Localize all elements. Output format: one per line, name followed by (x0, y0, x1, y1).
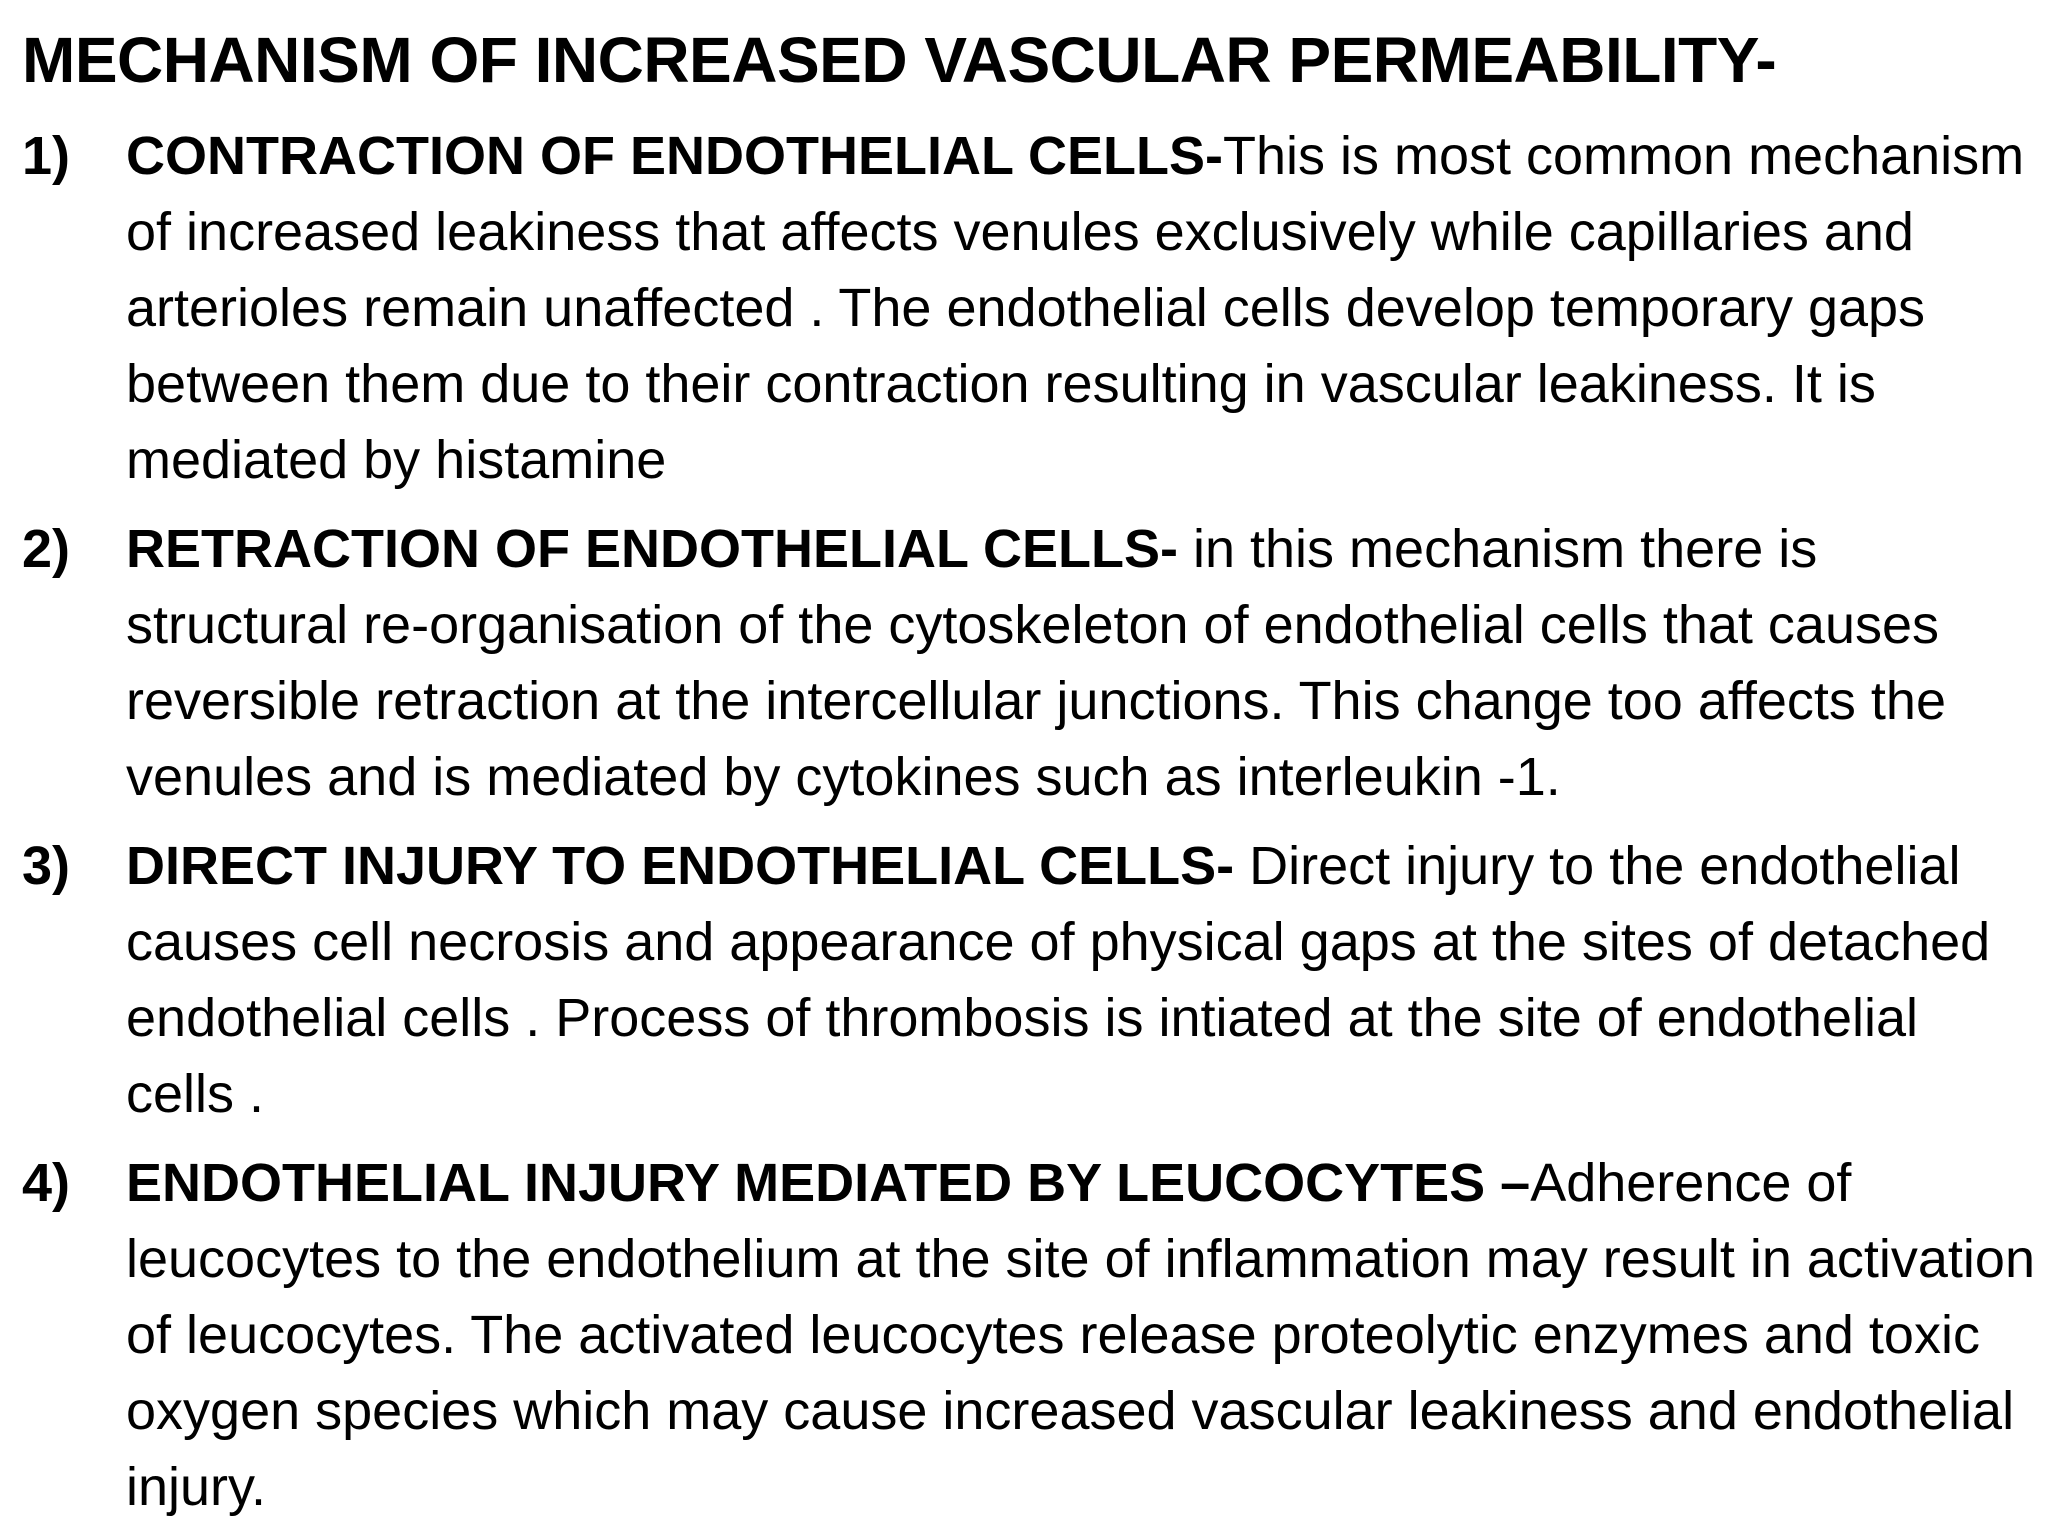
item-number: 3) (22, 836, 71, 896)
item-heading: ENDOTHELIAL INJURY MEDIATED BY LEUCOCYTES – (126, 1153, 1531, 1213)
item-number: 2) (22, 519, 71, 579)
item-heading: RETRACTION OF ENDOTHELIAL CELLS- (126, 519, 1178, 579)
item-text: This is most common mechanism of increased leakiness that affects venules exclusively while capillaries and arterioles remain unaffected . The endothelial cells develop temporary gaps between them due to their contraction resulting in vascular leakiness. It is mediated by histamine (126, 126, 2025, 490)
item-number: 4) (22, 1153, 71, 1213)
list-item (22, 511, 2037, 815)
page-title: MECHANISM OF INCREASED VASCULAR PERMEABILITY- (22, 24, 1777, 96)
item-number: 1) (22, 126, 71, 186)
item-heading: DIRECT INJURY TO ENDOTHELIAL CELLS- (126, 836, 1235, 896)
item-heading: CONTRACTION OF ENDOTHELIAL CELLS- (126, 126, 1223, 186)
item-text: Adherence of leucocytes to the endothelium at the site of inflammation may result in activation of leucocytes. The activated leucocytes release proteolytic enzymes and toxic oxygen species which may cause increased vascular leakiness and endothelial injury. (126, 1153, 2035, 1517)
item-text: in this mechanism there is structural re-organisation of the cytoskeleton of endothelial cells that causes reversible retraction at the intercellular junctions. This change too affects the venules and is mediated by cytokines such as interleukin -1. (126, 519, 1946, 807)
list-item (22, 828, 2037, 1132)
mechanism-list (22, 118, 2037, 1538)
item-text: Direct injury to the endothelial causes cell necrosis and appearance of physical gaps at the sites of detached endothelial cells . Process of thrombosis is intiated at the site of endothelial cells . (126, 836, 1991, 1124)
list-item (22, 1145, 2037, 1525)
list-item (22, 118, 2037, 498)
